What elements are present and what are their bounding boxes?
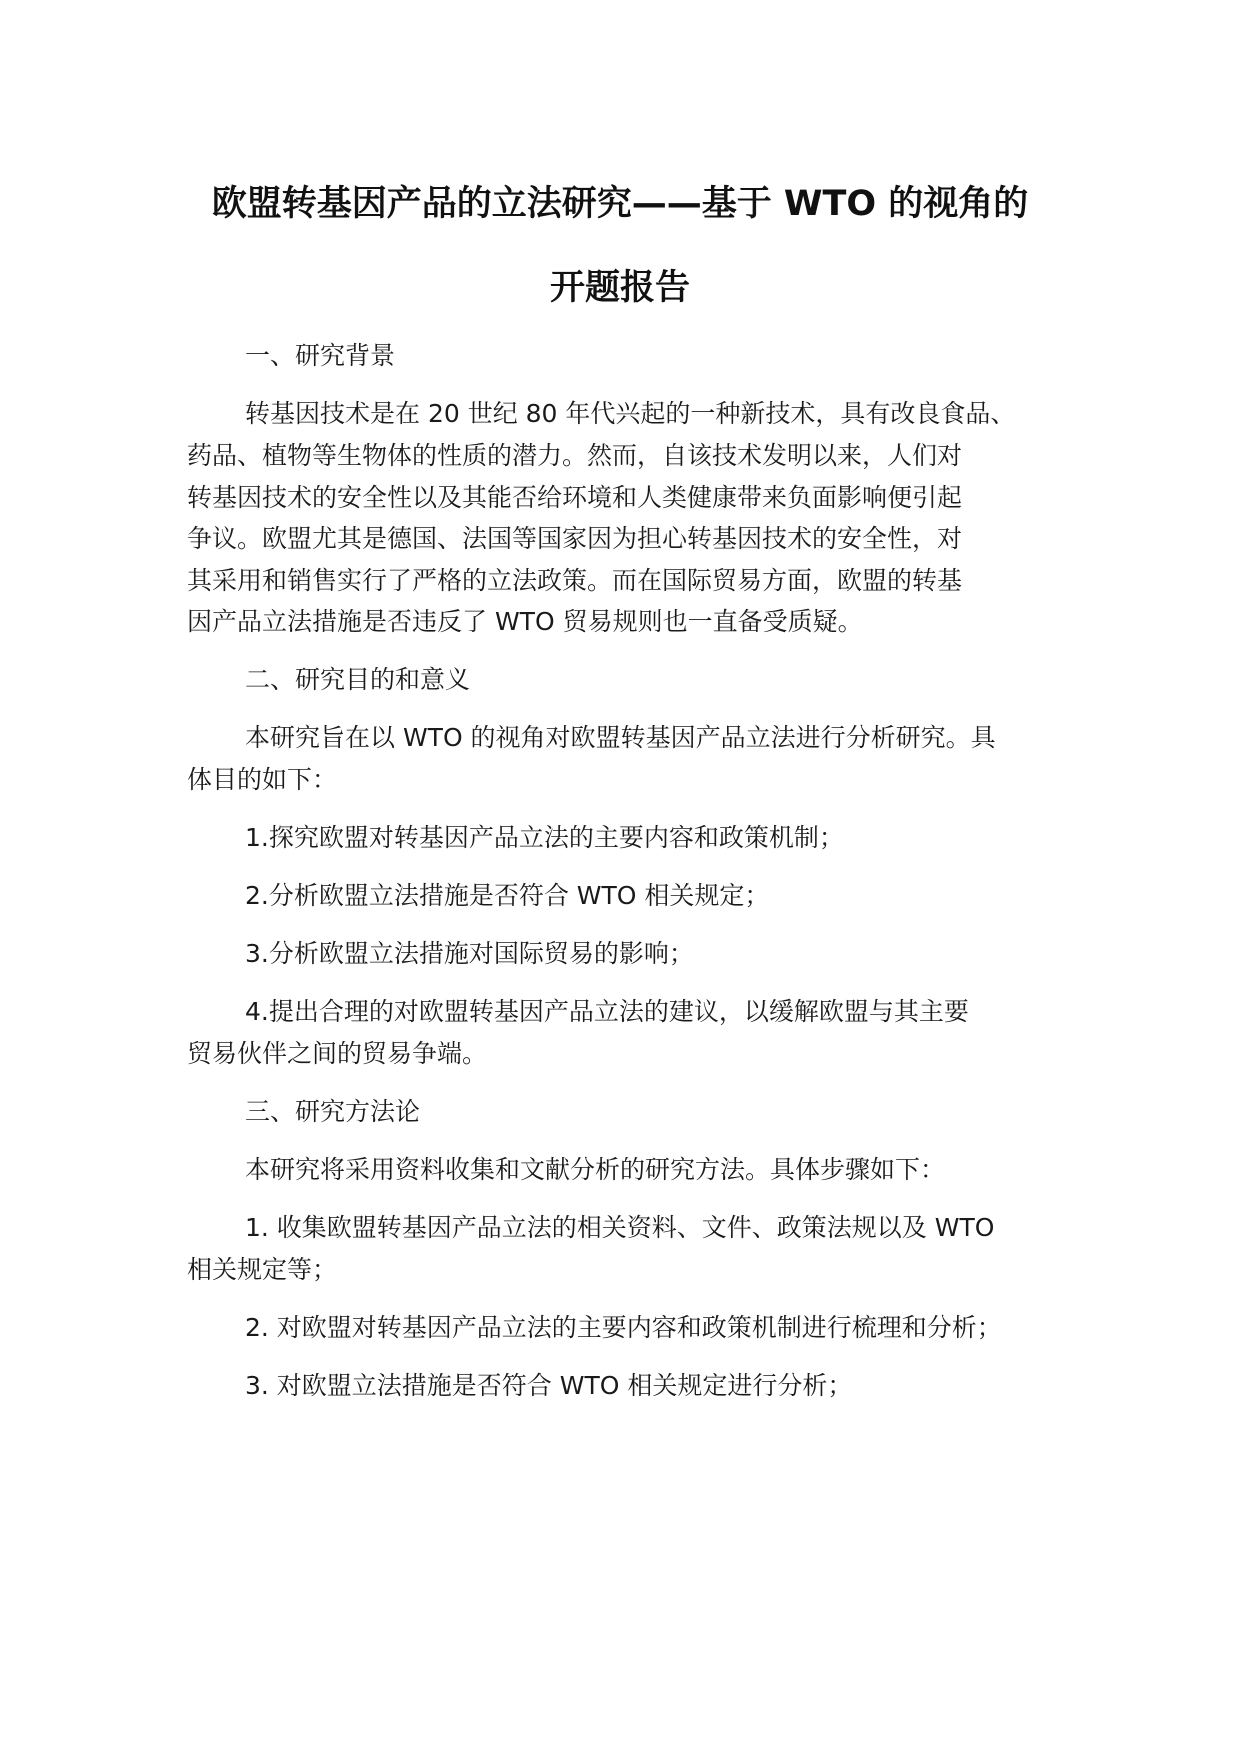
list-item: 1. 收集欧盟转基因产品立法的相关资料、文件、政策法规以及 WTO bbox=[245, 1213, 995, 1242]
section-heading-objectives: 二、研究目的和意义 bbox=[245, 665, 471, 694]
list-item-continuation: 贸易伙伴之间的贸易争端。 bbox=[187, 1039, 488, 1068]
list-item: 4.提出合理的对欧盟转基因产品立法的建议，以缓解欧盟与其主要 bbox=[245, 997, 969, 1026]
paragraph-line: 争议。欧盟尤其是德国、法国等国家因为担心转基因技术的安全性，对 bbox=[187, 524, 963, 553]
document-title-line1: 欧盟转基因产品的立法研究——基于 WTO 的视角的 bbox=[211, 184, 1029, 224]
list-item: 3.分析欧盟立法措施对国际贸易的影响； bbox=[245, 939, 694, 968]
list-item: 2. 对欧盟对转基因产品立法的主要内容和政策机制进行梳理和分析； bbox=[245, 1313, 1002, 1342]
list-item: 2.分析欧盟立法措施是否符合 WTO 相关规定； bbox=[245, 881, 770, 910]
paragraph-line: 体目的如下： bbox=[187, 765, 338, 794]
paragraph-line: 转基因技术的安全性以及其能否给环境和人类健康带来负面影响便引起 bbox=[187, 483, 963, 512]
list-item: 1.探究欧盟对转基因产品立法的主要内容和政策机制； bbox=[245, 823, 844, 852]
list-item-continuation: 相关规定等； bbox=[187, 1255, 338, 1284]
list-item: 3. 对欧盟立法措施是否符合 WTO 相关规定进行分析； bbox=[245, 1371, 853, 1400]
document-title-line2: 开题报告 bbox=[549, 268, 690, 308]
section-heading-background: 一、研究背景 bbox=[245, 341, 396, 370]
paragraph-line: 转基因技术是在 20 世纪 80 年代兴起的一种新技术，具有改良食品、 bbox=[245, 399, 1016, 428]
paragraph-line: 药品、植物等生物体的性质的潜力。然而，自该技术发明以来，人们对 bbox=[187, 441, 963, 470]
paragraph-line: 本研究旨在以 WTO 的视角对欧盟转基因产品立法进行分析研究。具 bbox=[245, 723, 996, 752]
paragraph-line: 其采用和销售实行了严格的立法政策。而在国际贸易方面，欧盟的转基 bbox=[187, 566, 963, 595]
section-heading-methodology: 三、研究方法论 bbox=[245, 1097, 421, 1126]
paragraph-line: 本研究将采用资料收集和文献分析的研究方法。具体步骤如下： bbox=[245, 1155, 946, 1184]
paragraph-line: 因产品立法措施是否违反了 WTO 贸易规则也一直备受质疑。 bbox=[187, 607, 863, 636]
